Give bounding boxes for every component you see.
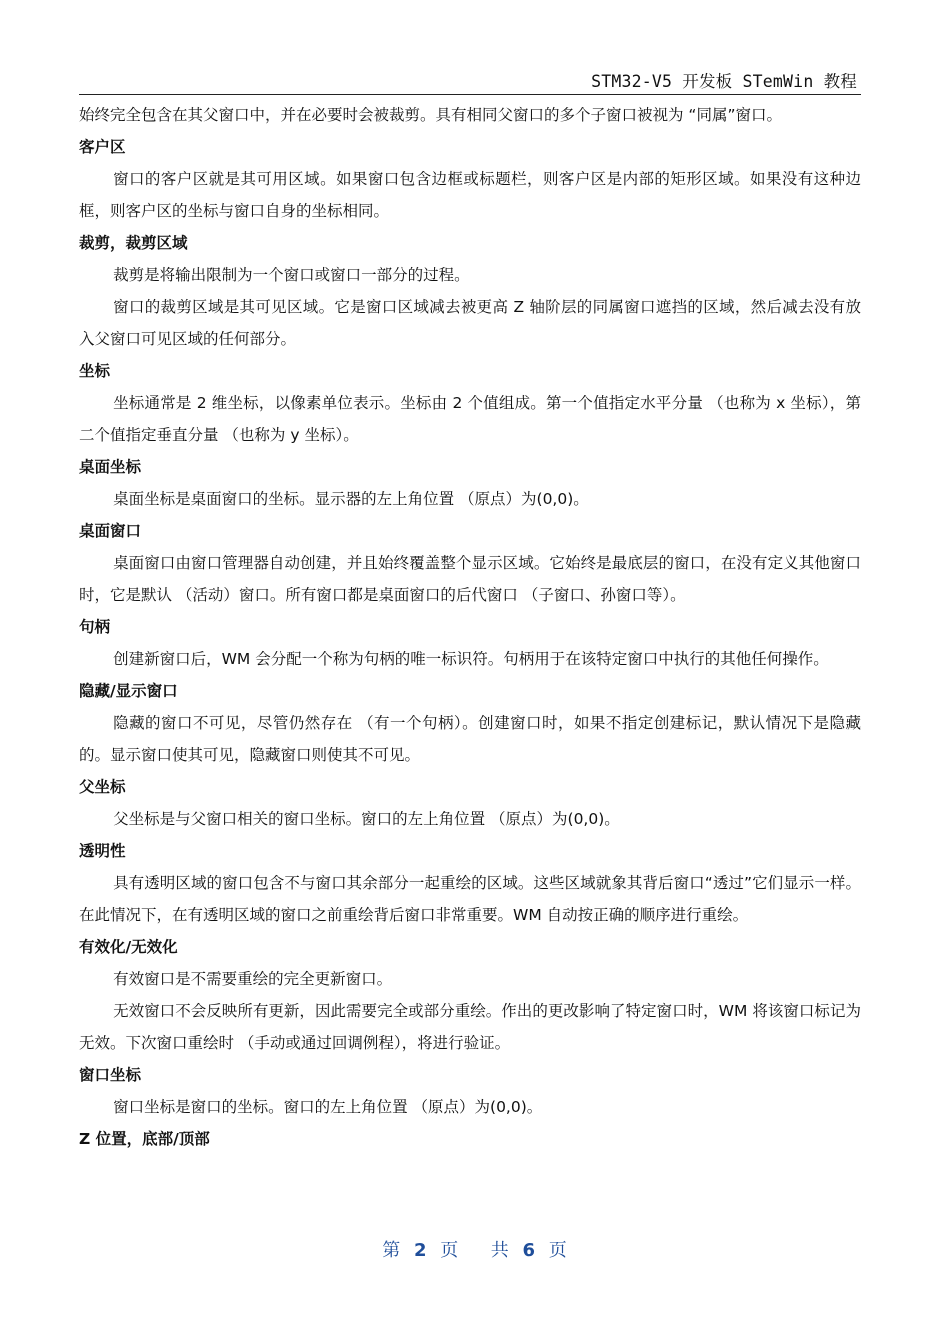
- section-heading: Z 位置，底部/顶部: [79, 1130, 210, 1148]
- footer-page-word: 页: [548, 1240, 568, 1261]
- footer-current-page: 2: [414, 1240, 428, 1261]
- section-paragraph: 创建新窗口后，WM 会分配一个称为句柄的唯一标识符。句柄用于在该特定窗口中执行的其他任何操作。: [113, 650, 829, 668]
- section-heading: 窗口坐标: [79, 1066, 142, 1084]
- section-paragraph: 有效窗口是不需要重绘的完全更新窗口。: [113, 970, 393, 988]
- section-paragraph: 桌面坐标是桌面窗口的坐标。显示器的左上角位置 （原点）为(0,0)。: [113, 490, 589, 508]
- section-heading: 隐藏/显示窗口: [79, 682, 178, 700]
- section-paragraph: 无效窗口不会反映所有更新，因此需要完全或部分重绘。作出的更改影响了特定窗口时，WM 将该窗口标记为无效。下次窗口重绘时 （手动或通过回调例程），将进行验证。: [79, 1002, 861, 1052]
- footer-page-word: 第: [382, 1240, 402, 1261]
- document-body: [79, 99, 861, 1155]
- page-header: [79, 68, 861, 95]
- section-heading: 桌面坐标: [79, 458, 142, 476]
- section-paragraph: 隐藏的窗口不可见，尽管仍然存在 （有一个句柄）。创建窗口时，如果不指定创建标记，默认情况下是隐藏的。显示窗口使其可见，隐藏窗口则使其不可见。: [79, 714, 861, 764]
- section-paragraph: 桌面窗口由窗口管理器自动创建，并且始终覆盖整个显示区域。它始终是最底层的窗口，在没有定义其他窗口时，它是默认 （活动）窗口。所有窗口都是桌面窗口的后代窗口 （子窗口、孙窗口等）。: [79, 554, 861, 604]
- section-heading: 透明性: [79, 842, 126, 860]
- section-heading: 句柄: [79, 618, 111, 636]
- section-paragraph: 窗口的裁剪区域是其可见区域。它是窗口区域减去被更高 Z 轴阶层的同属窗口遮挡的区域，然后减去没有放入父窗口可见区域的任何部分。: [79, 298, 861, 348]
- page-footer: [0, 1236, 950, 1262]
- section-paragraph: 窗口的客户区就是其可用区域。如果窗口包含边框或标题栏，则客户区是内部的矩形区域。如果没有这种边框，则客户区的坐标与窗口自身的坐标相同。: [79, 170, 861, 220]
- footer-page-word: 页: [440, 1240, 460, 1261]
- section-paragraph: 窗口坐标是窗口的坐标。窗口的左上角位置 （原点）为(0,0)。: [113, 1098, 543, 1116]
- footer-total-pages: 6: [522, 1240, 536, 1261]
- section-heading: 客户区: [79, 138, 126, 156]
- footer-total-word: 共: [490, 1240, 510, 1261]
- section-heading: 坐标: [79, 362, 111, 380]
- section-heading: 桌面窗口: [79, 522, 142, 540]
- section-heading: 父坐标: [79, 778, 126, 796]
- section-heading: 有效化/无效化: [79, 938, 178, 956]
- section-paragraph: 具有透明区域的窗口包含不与窗口其余部分一起重绘的区域。这些区域就象其背后窗口“透过”它们显示一样。在此情况下，在有透明区域的窗口之前重绘背后窗口非常重要。WM 自动按正确的顺序进行重绘。: [79, 874, 861, 924]
- section-paragraph: 父坐标是与父窗口相关的窗口坐标。窗口的左上角位置 （原点）为(0,0)。: [113, 810, 620, 828]
- intro-line: 始终完全包含在其父窗口中，并在必要时会被裁剪。具有相同父窗口的多个子窗口被视为 “同属”窗口。: [79, 106, 782, 124]
- section-paragraph: 裁剪是将输出限制为一个窗口或窗口一部分的过程。: [113, 266, 470, 284]
- header-title: STM32-V5 开发板 STemWin 教程: [591, 72, 857, 91]
- section-heading: 裁剪，裁剪区域: [79, 234, 188, 252]
- section-paragraph: 坐标通常是 2 维坐标，以像素单位表示。坐标由 2 个值组成。第一个值指定水平分量 （也称为 x 坐标），第二个值指定垂直分量 （也称为 y 坐标）。: [79, 394, 861, 444]
